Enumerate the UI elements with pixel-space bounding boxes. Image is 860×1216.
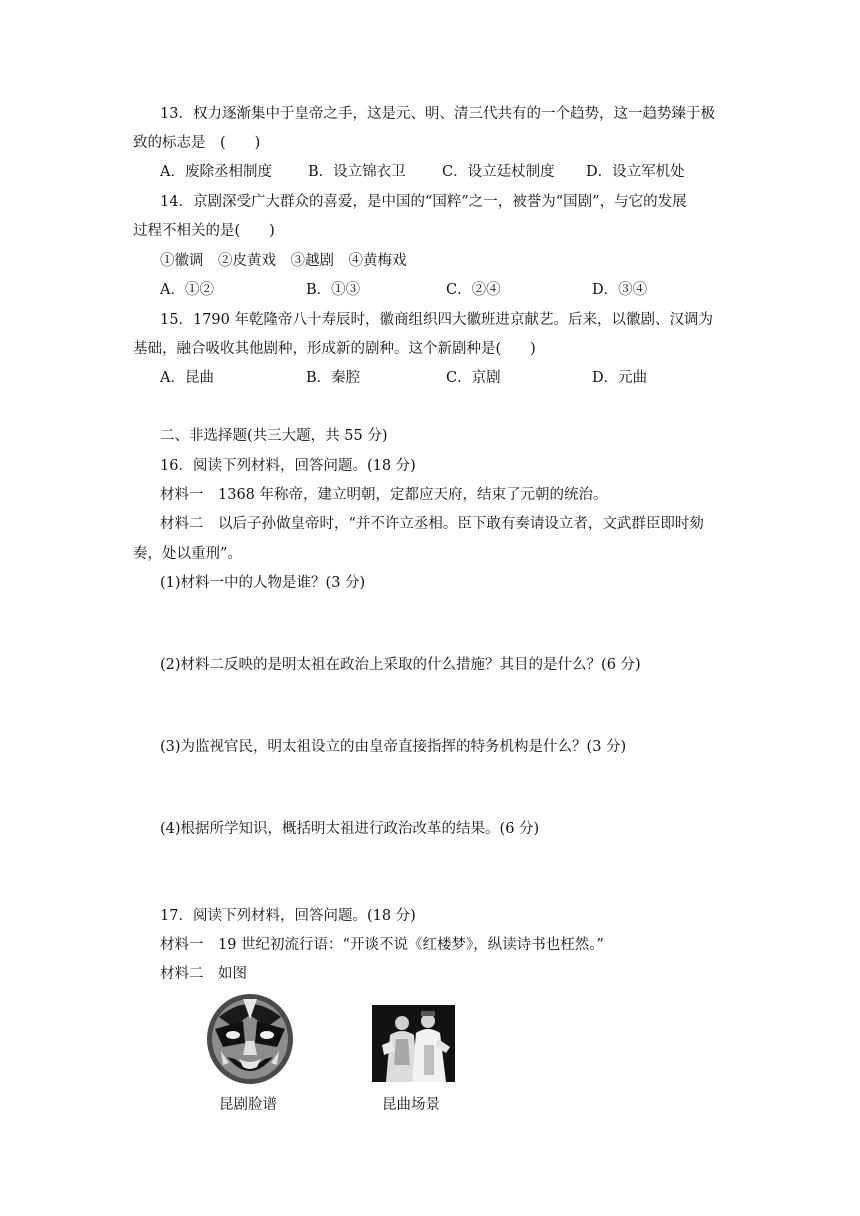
q16-stem: 16．阅读下列材料，回答问题。(18 分): [160, 458, 416, 474]
figure-left-caption: 昆剧脸谱: [219, 1097, 277, 1113]
kunqu-scene-photo: [372, 1005, 455, 1082]
q17-stem: 17．阅读下列材料，回答问题。(18 分): [160, 908, 416, 924]
q16-material2-line1: 材料二 以后子孙做皇帝时，“并不许立丞相。臣下敢有奏请设立者，文武群臣即时劾: [160, 516, 704, 532]
q13-option-c: C．设立廷杖制度: [442, 164, 555, 180]
q14-option-c: C．②④: [446, 282, 501, 298]
q15-line2: 基础，融合吸收其他剧种，形成新的剧种。这个新剧种是( ): [133, 341, 536, 357]
q14-items: ①徽调 ②皮黄戏 ③越剧 ④黄梅戏: [160, 253, 407, 269]
q14-option-a: A．①②: [160, 282, 214, 298]
q17-material2: 材料二 如图: [160, 966, 247, 982]
q15-line1: 15．1790 年乾隆帝八十寿辰时，徽商组织四大徽班进京献艺。后来，以徽剧、汉调为: [160, 312, 713, 328]
q15-option-d: D．元曲: [592, 370, 648, 386]
q16-sub2: (2)材料二反映的是明太祖在政治上采取的什么措施？其目的是什么？(6 分): [160, 657, 641, 673]
q15-option-b: B．秦腔: [306, 370, 361, 386]
q13-line1: 13．权力逐渐集中于皇帝之手，这是元、明、清三代共有的一个趋势，这一趋势臻于极: [160, 106, 715, 122]
q14-line2: 过程不相关的是( ): [133, 223, 275, 239]
q15-option-a: A．昆曲: [160, 370, 214, 386]
q17-material1: 材料一 19 世纪初流行语：“开谈不说《红楼梦》，纵读诗书也枉然。”: [160, 937, 604, 953]
q15-option-c: C．京剧: [446, 370, 501, 386]
q13-option-a: A．废除丞相制度: [160, 164, 272, 180]
opera-face-mask-image: [205, 993, 295, 1085]
q13-option-d: D．设立军机处: [586, 164, 685, 180]
q16-sub4: (4)根据所学知识，概括明太祖进行政治改革的结果。(6 分): [160, 821, 540, 837]
q16-sub3: (3)为监视官民，明太祖设立的由皇帝直接指挥的特务机构是什么？(3 分): [160, 739, 627, 755]
q16-material1: 材料一 1368 年称帝，建立明朝，定都应天府，结束了元朝的统治。: [160, 487, 608, 503]
q16-sub1: (1)材料一中的人物是谁？(3 分): [160, 575, 366, 591]
q14-option-b: B．①③: [306, 282, 361, 298]
q13-line2: 致的标志是 ( ): [133, 135, 261, 151]
figure-right-caption: 昆曲场景: [382, 1097, 440, 1113]
q13-option-b: B．设立锦衣卫: [308, 164, 406, 180]
q14-option-d: D．③④: [592, 282, 648, 298]
q14-line1: 14．京剧深受广大群众的喜爱，是中国的“国粹”之一，被誉为“国剧”，与它的发展: [160, 194, 687, 210]
q16-material2-line2: 奏，处以重刑”。: [133, 546, 242, 562]
section2-title: 二、非选择题(共三大题，共 55 分): [160, 428, 388, 444]
